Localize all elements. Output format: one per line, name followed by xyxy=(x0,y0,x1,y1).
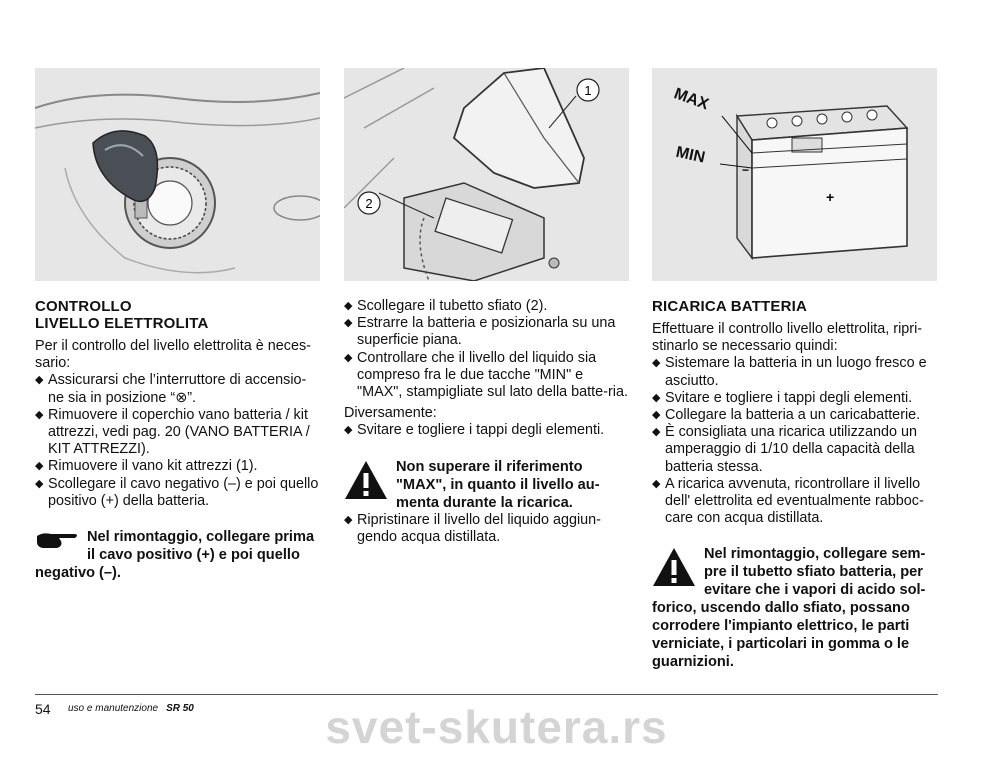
warning-triangle-icon xyxy=(344,460,388,500)
list-item: ◆ Controllare che il livello del liquido sia compreso fra le due tacche "MIN" e "MAX", stampigliate sul lato della batte-ria. xyxy=(344,350,631,402)
callout-1: 1 xyxy=(584,83,592,98)
list-item: ◆ Collegare la batteria a un caricabatterie. xyxy=(652,407,939,424)
warning-triangle-icon xyxy=(652,547,696,587)
plus-sign: + xyxy=(826,189,835,205)
manual-title: uso e manutenzione xyxy=(68,703,159,714)
list-item: ◆ Svitare e togliere i tappi degli elementi. xyxy=(344,422,631,439)
steps-list-3 xyxy=(344,512,631,546)
warning-text: Non superare il riferimento "MAX", in quanto il livello au-menta durante la ricarica. xyxy=(396,458,600,511)
list-item: ◆ Sistemare la batteria in un luogo fresco e asciutto. xyxy=(652,355,939,389)
note-text: Nel rimontaggio, collegare prima il cavo positivo (+) e poi quello negativo (–). xyxy=(35,529,315,582)
column-battery-charging xyxy=(652,298,939,671)
model-name: SR 50 xyxy=(166,703,194,714)
battery-levels-illustration xyxy=(652,68,937,281)
steps-list xyxy=(344,298,631,401)
list-item: ◆ Scollegare il cavo negativo (–) e poi quello positivo (+) della batteria. xyxy=(35,476,322,510)
list-item: ◆ Scollegare il tubetto sfiato (2). xyxy=(344,298,631,315)
list-item: ◆ Svitare e togliere i tappi degli elementi. xyxy=(652,390,939,407)
footer-divider xyxy=(35,694,938,695)
watermark: svet-skutera.rs xyxy=(325,701,668,753)
ignition-key-illustration xyxy=(35,68,320,281)
max-label: MAX xyxy=(671,85,711,114)
steps-list-2 xyxy=(344,422,631,439)
warning-box xyxy=(652,545,939,671)
list-item: ◆ Estrarre la batteria e posizionarla su una superficie piana. xyxy=(344,315,631,349)
warning-box xyxy=(344,458,631,512)
list-item: ◆ Ripristinare il livello del liquido aggiun-gendo acqua distillata. xyxy=(344,512,631,546)
pointing-hand-icon xyxy=(35,530,79,552)
section-heading: RICARICA BATTERIA xyxy=(652,298,808,315)
section-heading-line2: LIVELLO ELETTROLITA xyxy=(35,315,209,332)
figure-battery-levels xyxy=(652,68,937,281)
minus-sign: − xyxy=(742,163,750,177)
note-box xyxy=(35,528,322,582)
figure-battery-compartment xyxy=(344,68,629,281)
steps-list xyxy=(35,372,322,510)
intro-text: Effettuare il controllo livello elettrolita, ripri-stinarlo se necessario quindi: xyxy=(652,321,923,355)
list-item: ◆ Rimuovere il vano kit attrezzi (1). xyxy=(35,458,322,475)
figure-ignition-key xyxy=(35,68,320,281)
column-battery-removal xyxy=(344,298,631,546)
otherwise-label: Diversamente: xyxy=(344,405,437,422)
column-electrolyte-check xyxy=(35,298,322,582)
page-number: 54 xyxy=(35,701,51,717)
steps-list xyxy=(652,355,939,527)
battery-compartment-illustration xyxy=(344,68,629,281)
list-item: ◆ Assicurarsi che l’interruttore di accensio-ne sia in posizione “⊗”. xyxy=(35,372,322,406)
warning-text: Nel rimontaggio, collegare sem-pre il tubetto sfiato batteria, per evitare che i vapori di acido sol-forico, uscendo dallo sfiato, possano corrodere l'impianto elettrico, le parti verniciate, i particolari in gomma o le guarnizioni. xyxy=(652,546,926,671)
intro-text: Per il controllo del livello elettrolita è neces-sario: xyxy=(35,338,311,372)
section-heading-line1: CONTROLLO xyxy=(35,298,132,315)
callout-2: 2 xyxy=(365,196,373,211)
list-item: ◆ È consigliata una ricarica utilizzando un amperaggio di 1/10 della capacità della batteria stessa. xyxy=(652,424,939,476)
list-item: ◆ A ricarica avvenuta, ricontrollare il livello dell' elettrolita ed eventualmente rabboc-care con acqua distillata. xyxy=(652,476,939,528)
min-label: MIN xyxy=(674,143,707,167)
list-item: ◆ Rimuovere il coperchio vano batteria / kit attrezzi, vedi pag. 20 (VANO BATTERIA / KIT ATTREZZI). xyxy=(35,407,322,459)
